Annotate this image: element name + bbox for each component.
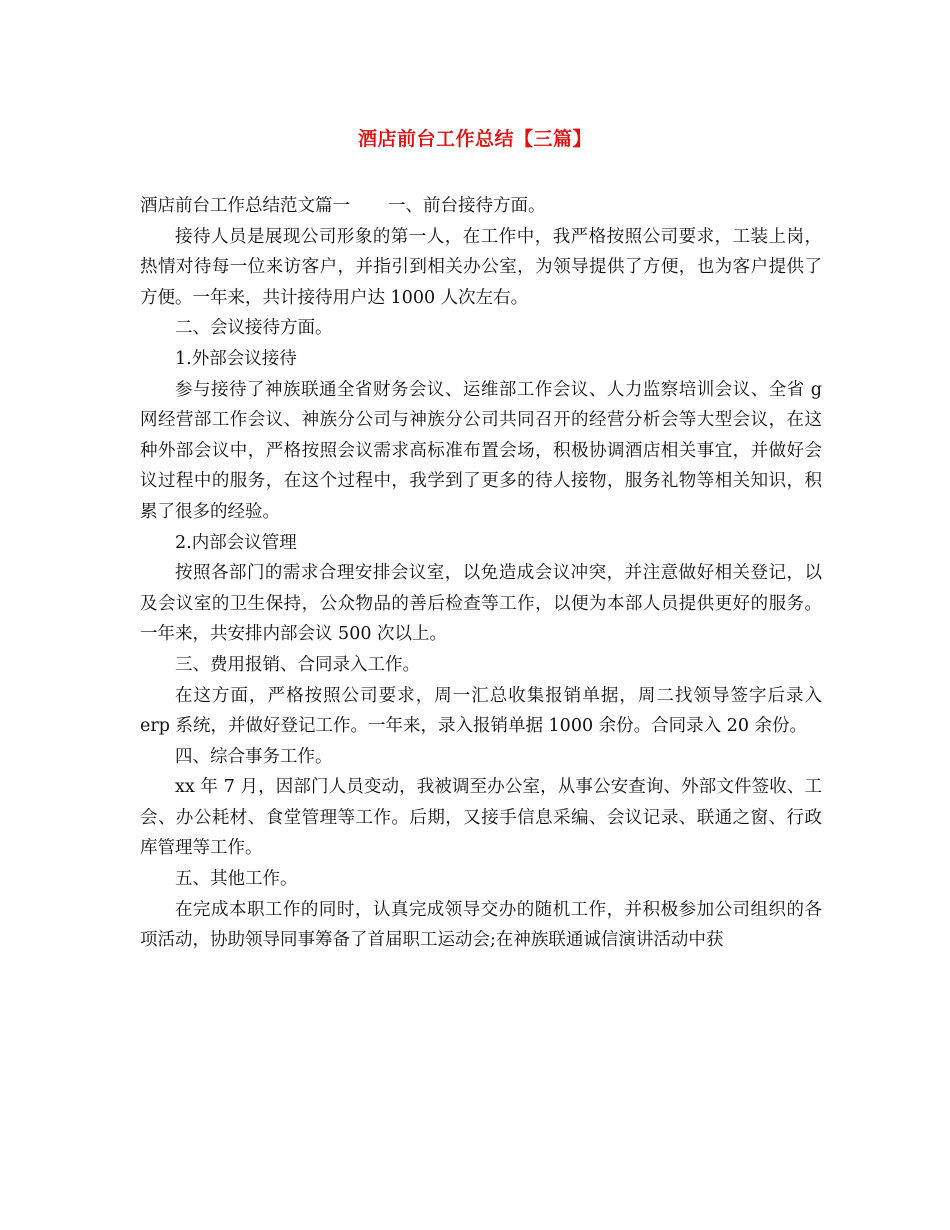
paragraph-reception: 接待人员是展现公司形象的第一人，在工作中，我严格按照公司要求，工装上岗，热情对待每一位来访客户，并指引到相关办公室，为领导提供了方便，也为客户提供了方便。一年来，共计接待用户达 1000 人次左右。	[140, 226, 822, 308]
section-heading-5: 五、其他工作。	[175, 869, 298, 890]
subheading-external-meetings: 1.外部会议接待	[175, 348, 297, 369]
section-heading-1: 一、前台接待方面。	[388, 196, 546, 216]
document-body	[140, 191, 822, 956]
first-line	[140, 191, 822, 222]
paragraph-external-meetings: 参与接待了神族联通全省财务会议、运维部工作会议、人力监察培训会议、全省 g 网经营部工作会议、神族分公司与神族分公司共同召开的经营分析会等大型会议，在这种外部会议中，严格按照会议需求高标准布置会场，积极协调酒店相关事宜，并做好会议过程中的服务，在这个过程中，我学到了更多的待人接物，服务礼物等相关知识，积累了很多的经验。	[140, 379, 822, 522]
section-heading-3: 三、费用报销、合同录入工作。	[175, 654, 420, 675]
article-label: 酒店前台工作总结范文篇一	[140, 196, 350, 216]
paragraph-expenses: 在这方面，严格按照公司要求，周一汇总收集报销单据，周二找领导签字后录入 erp 系统，并做好登记工作。一年来，录入报销单据 1000 余份。合同录入 20 余份。	[140, 685, 822, 737]
paragraph-general-affairs: xx 年 7 月，因部门人员变动，我被调至办公室，从事公安查询、外部文件签收、工会、办公耗材、食堂管理等工作。后期，又接手信息采编、会议记录、联通之窗、行政库管理等工作。	[140, 777, 822, 859]
section-heading-4: 四、综合事务工作。	[175, 746, 333, 767]
paragraph-internal-meetings: 按照各部门的需求合理安排会议室，以免造成会议冲突，并注意做好相关登记，以及会议室的卫生保持，公众物品的善后检查等工作，以便为本部人员提供更好的服务。一年来，共安排内部会议 500 次以上。	[140, 563, 822, 645]
paragraph-other-work: 在完成本职工作的同时，认真完成领导交办的随机工作，并积极参加公司组织的各项活动，协助领导同事筹备了首届职工运动会;在神族联通诚信演讲活动中获	[140, 899, 822, 951]
subheading-internal-meetings: 2.内部会议管理	[175, 532, 297, 553]
document-title: 酒店前台工作总结【三篇】	[357, 128, 592, 150]
section-heading-2: 二、会议接待方面。	[175, 318, 333, 339]
